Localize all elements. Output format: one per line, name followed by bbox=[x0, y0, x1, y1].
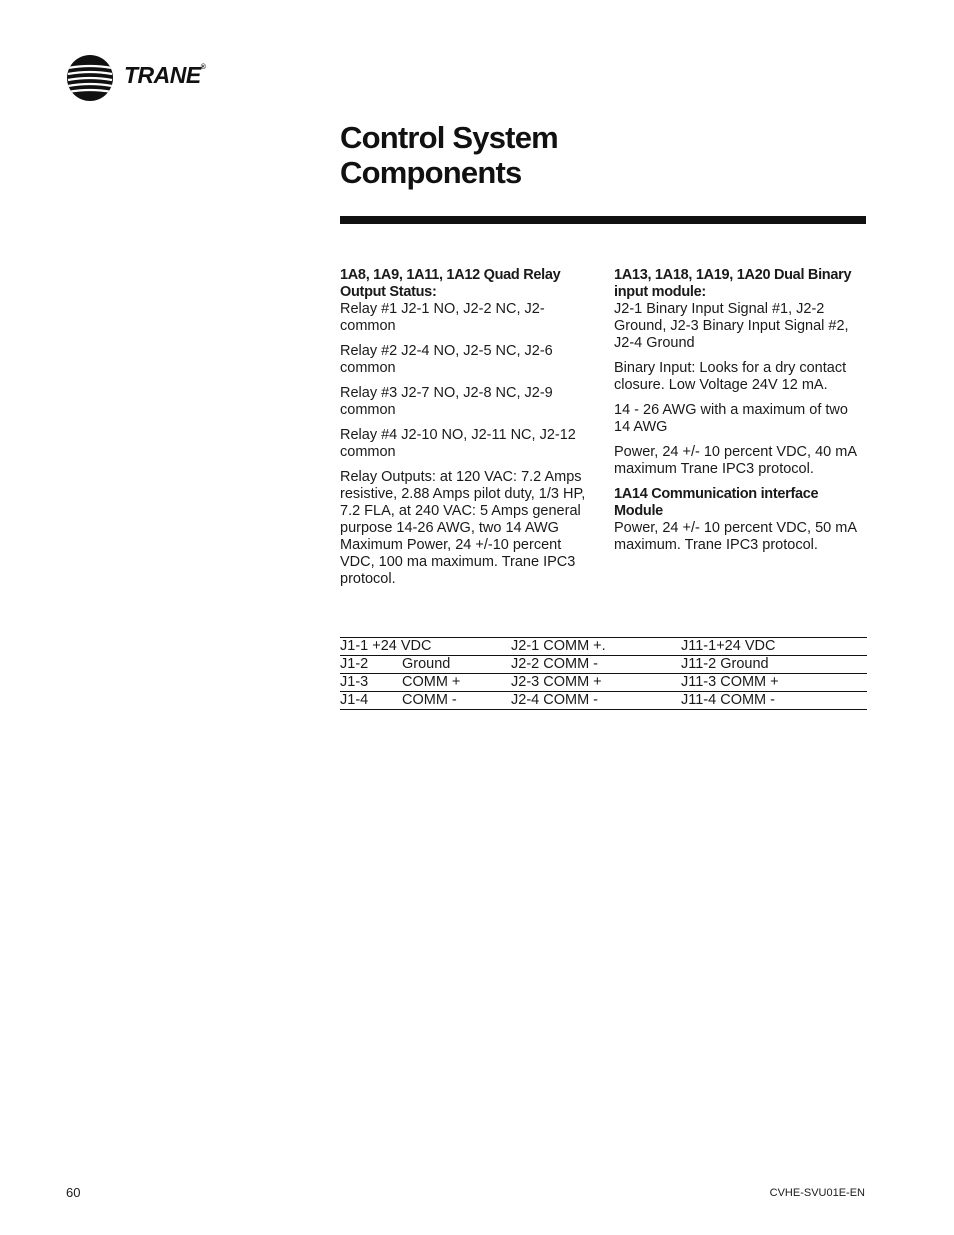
table-cell: J1-2 bbox=[340, 656, 369, 672]
trane-logo bbox=[66, 54, 226, 102]
table-cell: J1-3 bbox=[340, 674, 369, 690]
table-row bbox=[340, 691, 867, 710]
connector-table bbox=[340, 637, 867, 710]
relay-3-text: Relay #3 J2-7 NO, J2-8 NC, J2-9 common bbox=[340, 385, 553, 418]
comm-interface-heading: 1A14 Communication interface Module bbox=[614, 486, 819, 519]
table-cell: J2-3 COMM + bbox=[511, 674, 602, 690]
table-row bbox=[340, 637, 867, 655]
dual-binary-heading: 1A13, 1A18, 1A19, 1A20 Dual Binary input module: bbox=[614, 267, 852, 300]
relay-1-text: Relay #1 J2-1 NO, J2-2 NC, J2-common bbox=[340, 301, 545, 334]
right-column bbox=[614, 267, 866, 562]
relay-outputs-text: Relay Outputs: at 120 VAC: 7.2 Amps resistive, 2.88 Amps pilot duty, 1/3 HP, 7.2 FLA, at 240 VAC: 5 Amps general purpose 14-26 AWG, two 14 AWG Maximum Power, 24 +/-10 percent VDC, 100 ma maximum. Trane IPC3 protocol. bbox=[340, 469, 586, 587]
table-cell: J1-1 +24 VDC bbox=[340, 638, 432, 654]
comm-power-text: Power, 24 +/- 10 percent VDC, 50 mA maximum. Trane IPC3 protocol. bbox=[614, 520, 857, 553]
table-cell: Ground bbox=[402, 656, 451, 672]
left-column bbox=[340, 267, 595, 596]
page-number: 60 bbox=[66, 1185, 81, 1200]
table-row bbox=[340, 655, 867, 673]
table-cell: J2-4 COMM - bbox=[511, 692, 598, 708]
title-line-1: Control System bbox=[340, 120, 558, 155]
awg-text: 14 - 26 AWG with a maximum of two 14 AWG bbox=[614, 402, 848, 435]
table-cell: COMM - bbox=[402, 692, 457, 708]
table-row bbox=[340, 673, 867, 691]
relay-4-text: Relay #4 J2-10 NO, J2-11 NC, J2-12 common bbox=[340, 427, 576, 460]
title-line-2: Components bbox=[340, 155, 522, 190]
relay-2-text: Relay #2 J2-4 NO, J2-5 NC, J2-6 common bbox=[340, 343, 553, 376]
brand-name: TRANE® bbox=[124, 62, 206, 88]
table-cell: J11-4 COMM - bbox=[681, 692, 775, 708]
table-cell: J11-2 Ground bbox=[681, 656, 769, 672]
table-cell: J1-4 bbox=[340, 692, 369, 708]
table-cell: COMM + bbox=[402, 674, 461, 690]
trane-emblem-icon bbox=[66, 54, 114, 102]
document-code: CVHE-SVU01E-EN bbox=[769, 1187, 865, 1199]
binary-input-text: Binary Input: Looks for a dry contact closure. Low Voltage 24V 12 mA. bbox=[614, 360, 847, 393]
binary-power-text: Power, 24 +/- 10 percent VDC, 40 mA maximum Trane IPC3 protocol. bbox=[614, 444, 857, 477]
page-title bbox=[340, 120, 860, 190]
table-cell: J11-3 COMM + bbox=[681, 674, 779, 690]
binary-pins-text: J2-1 Binary Input Signal #1, J2-2 Ground, J2-3 Binary Input Signal #2, J2-4 Ground bbox=[614, 301, 849, 351]
quad-relay-heading: 1A8, 1A9, 1A11, 1A12 Quad Relay Output Status: bbox=[340, 267, 561, 300]
table-cell: J2-2 COMM - bbox=[511, 656, 598, 672]
title-rule bbox=[340, 216, 866, 224]
table-cell: J2-1 COMM +. bbox=[511, 638, 606, 654]
table-cell: J11-1+24 VDC bbox=[681, 638, 776, 654]
